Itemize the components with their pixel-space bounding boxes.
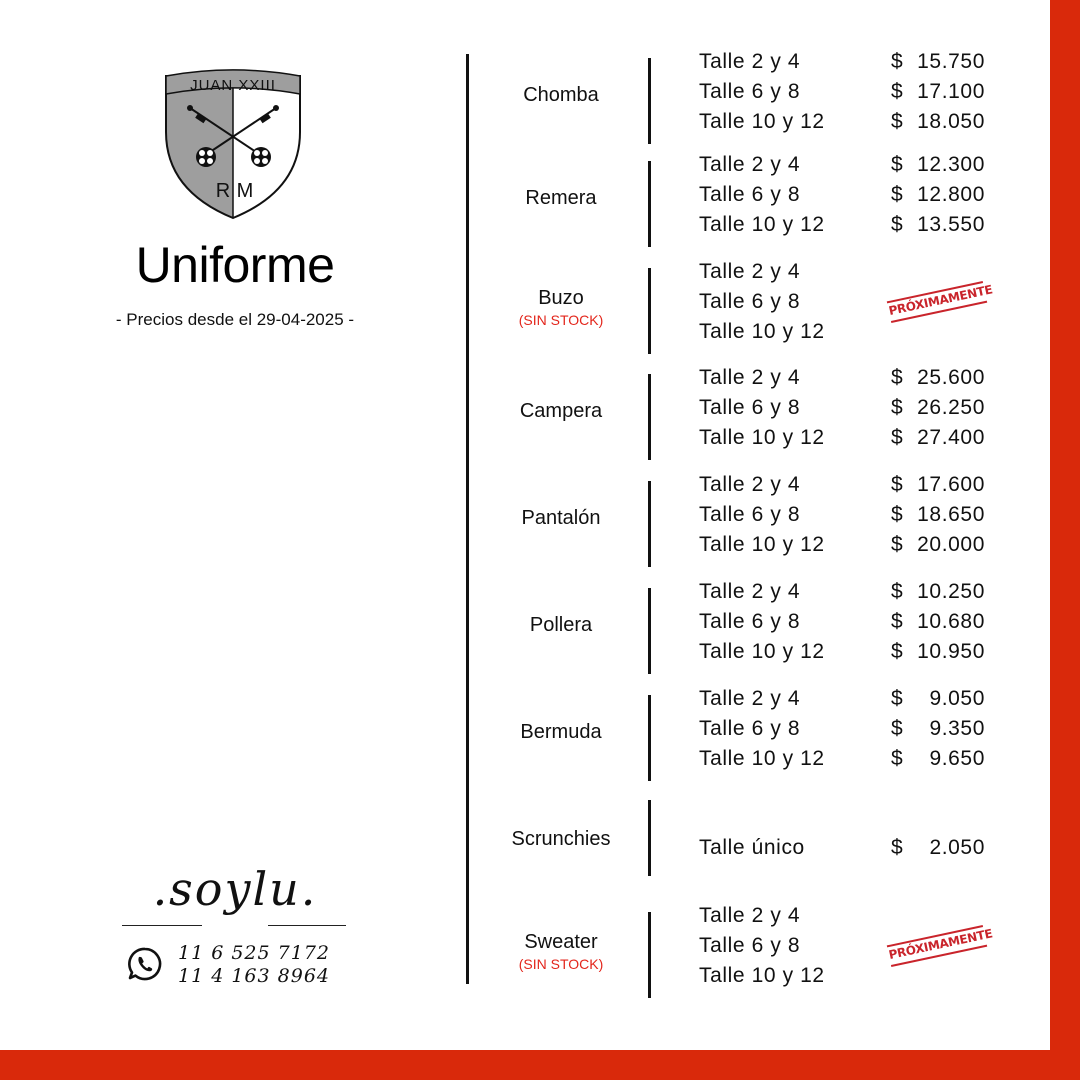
- size-label: Talle 10 y 12: [699, 747, 825, 770]
- size-label: Talle 2 y 4: [699, 580, 801, 603]
- currency-symbol: $: [891, 747, 904, 770]
- size-label: Talle 10 y 12: [699, 213, 825, 236]
- currency-symbol: $: [891, 717, 904, 740]
- product-divider: [648, 58, 651, 144]
- size-label: Talle 2 y 4: [699, 50, 801, 73]
- currency-symbol: $: [891, 80, 904, 103]
- price-amount: 9.050: [929, 687, 985, 710]
- currency-symbol: $: [891, 687, 904, 710]
- product-divider: [648, 374, 651, 460]
- stamp-text: PRÓXIMAMENTE: [887, 926, 994, 963]
- size-label: Talle 6 y 8: [699, 610, 801, 633]
- size-label: Talle 10 y 12: [699, 426, 825, 449]
- product-divider: [648, 588, 651, 674]
- price-amount: 10.250: [917, 580, 985, 603]
- product-divider: [648, 481, 651, 567]
- logo-divider-left: [122, 925, 202, 926]
- price-amount: 13.550: [917, 213, 985, 236]
- size-label: Talle 6 y 8: [699, 290, 801, 313]
- stock-status-note: (SIN STOCK): [518, 312, 604, 328]
- currency-symbol: $: [891, 640, 904, 663]
- phone-number-1[interactable]: 11 6 525 7172: [178, 942, 331, 964]
- price-amount: 15.750: [917, 50, 985, 73]
- brand-logo: .soylu.: [152, 862, 318, 916]
- price-amount: 2.050: [929, 836, 985, 859]
- product-name: Bermuda: [520, 721, 602, 743]
- size-label: Talle 10 y 12: [699, 640, 825, 663]
- stamp-text: PRÓXIMAMENTE: [887, 282, 994, 319]
- currency-symbol: $: [891, 366, 904, 389]
- product-divider: [648, 695, 651, 781]
- product-name: Campera: [519, 400, 603, 422]
- currency-symbol: $: [891, 836, 904, 859]
- product-divider: [648, 912, 651, 998]
- price-amount: 12.300: [917, 153, 985, 176]
- whatsapp-icon: [127, 946, 163, 982]
- size-label: Talle 2 y 4: [699, 473, 801, 496]
- currency-symbol: $: [891, 50, 904, 73]
- coming-soon-stamp: [887, 281, 994, 323]
- product-name: Pantalón: [521, 507, 601, 529]
- product-name: Sweater: [524, 931, 598, 953]
- size-label: Talle 6 y 8: [699, 396, 801, 419]
- size-label: Talle 6 y 8: [699, 183, 801, 206]
- stock-status-note: (SIN STOCK): [518, 956, 604, 972]
- size-label: Talle 6 y 8: [699, 717, 801, 740]
- price-amount: 9.350: [929, 717, 985, 740]
- product-divider: [648, 800, 651, 876]
- price-amount: 17.100: [917, 80, 985, 103]
- school-crest-logo: [160, 66, 306, 220]
- price-amount: 26.250: [917, 396, 985, 419]
- currency-symbol: $: [891, 533, 904, 556]
- price-amount: 25.600: [917, 366, 985, 389]
- product-divider: [648, 161, 651, 247]
- coming-soon-stamp: [887, 925, 994, 967]
- crest-monogram-left: R: [215, 180, 231, 202]
- size-label: Talle 2 y 4: [699, 153, 801, 176]
- price-amount: 18.650: [917, 503, 985, 526]
- size-label: Talle 10 y 12: [699, 964, 825, 987]
- accent-border-bottom: [0, 1050, 1080, 1080]
- currency-symbol: $: [891, 610, 904, 633]
- currency-symbol: $: [891, 473, 904, 496]
- size-label: Talle 10 y 12: [699, 320, 825, 343]
- currency-symbol: $: [891, 183, 904, 206]
- logo-divider-right: [268, 925, 346, 926]
- size-label: Talle 2 y 4: [699, 904, 801, 927]
- size-label: Talle 2 y 4: [699, 366, 801, 389]
- price-date-subtitle: - Precios desde el 29-04-2025 -: [115, 310, 355, 329]
- size-label: Talle 2 y 4: [699, 687, 801, 710]
- phone-number-2[interactable]: 11 4 163 8964: [178, 965, 331, 987]
- size-label: Talle único: [699, 836, 805, 859]
- size-label: Talle 2 y 4: [699, 260, 801, 283]
- size-label: Talle 6 y 8: [699, 934, 801, 957]
- page-title: Uniforme: [135, 237, 335, 293]
- column-divider: [466, 54, 469, 984]
- product-name: Remera: [525, 187, 597, 209]
- currency-symbol: $: [891, 213, 904, 236]
- price-amount: 20.000: [917, 533, 985, 556]
- price-amount: 18.050: [917, 110, 985, 133]
- product-name: Chomba: [523, 84, 599, 106]
- product-name: Pollera: [529, 614, 593, 636]
- product-divider: [648, 268, 651, 354]
- product-name: Scrunchies: [511, 828, 611, 850]
- price-amount: 9.650: [929, 747, 985, 770]
- size-label: Talle 6 y 8: [699, 503, 801, 526]
- price-amount: 10.680: [917, 610, 985, 633]
- currency-symbol: $: [891, 580, 904, 603]
- size-label: Talle 6 y 8: [699, 80, 801, 103]
- currency-symbol: $: [891, 426, 904, 449]
- crest-banner-text: JUAN XXIII: [190, 77, 276, 94]
- price-amount: 27.400: [917, 426, 985, 449]
- price-amount: 10.950: [917, 640, 985, 663]
- size-label: Talle 10 y 12: [699, 533, 825, 556]
- currency-symbol: $: [891, 153, 904, 176]
- accent-border-right: [1050, 0, 1080, 1080]
- product-name: Buzo: [538, 287, 584, 309]
- currency-symbol: $: [891, 396, 904, 419]
- size-label: Talle 10 y 12: [699, 110, 825, 133]
- crest-monogram-right: M: [236, 180, 254, 202]
- price-amount: 17.600: [917, 473, 985, 496]
- currency-symbol: $: [891, 503, 904, 526]
- price-amount: 12.800: [917, 183, 985, 206]
- currency-symbol: $: [891, 110, 904, 133]
